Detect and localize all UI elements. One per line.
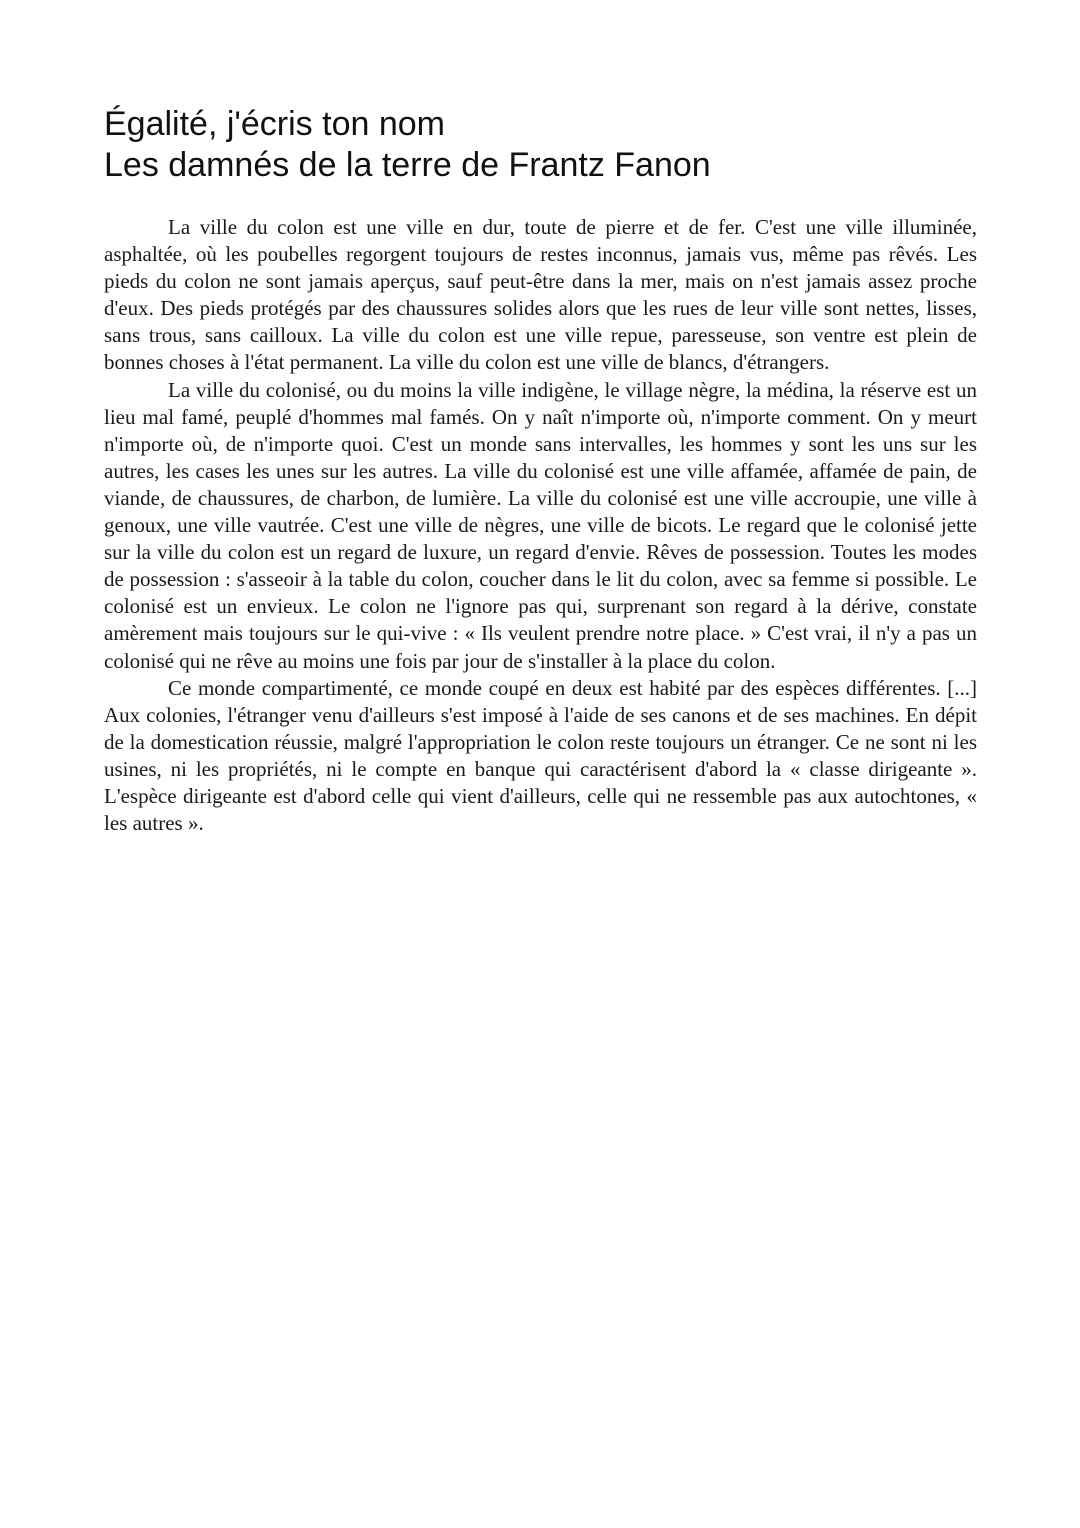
title-line-2: Les damnés de la terre de Frantz Fanon — [104, 146, 711, 184]
paragraph-1: La ville du colon est une ville en dur, toute de pierre et de fer. C'est une ville illuminée, asphaltée, où les poubelles regorgent toujours de restes inconnus, jamais vus, même pas rêvés. Les pieds du colon ne sont jamais aperçus, sauf peut-être dans la mer, mais on n'est jamais assez proche d'eux. Des pieds protégés par des chaussures solides alors que les rues de leur ville sont nettes, lisses, sans trous, sans cailloux. La ville du colon est une ville repue, paresseuse, son ventre est plein de bonnes choses à l'état permanent. La ville du colon est une ville de blancs, d'étrangers. — [104, 215, 977, 375]
document-title — [104, 104, 984, 186]
paragraph-3: Ce monde compartimenté, ce monde coupé en deux est habité par des espèces différentes. [...] Aux colonies, l'étranger venu d'ailleurs s'est imposé à l'aide de ses canons et de ses machines. En dépit de la domestication réussie, malgré l'appropriation le colon reste toujours un étranger. Ce ne sont ni les usines, ni les propriétés, ni le compte en banque qui caractérisent d'abord la « classe dirigeante ». L'espèce dirigeante est d'abord celle qui vient d'ailleurs, celle qui ne ressemble pas aux autochtones, « les autres ». — [104, 675, 977, 836]
title-line-1: Égalité, j'écris ton nom — [104, 105, 445, 143]
document-body — [104, 214, 977, 837]
paragraph-2: La ville du colonisé, ou du moins la ville indigène, le village nègre, la médina, la réserve est un lieu mal famé, peuplé d'hommes mal famés. On y naît n'importe où, n'importe comment. On y meurt n'importe où, de n'importe quoi. C'est un monde sans intervalles, les hommes y sont les uns sur les autres, les cases les unes sur les autres. La ville du colonisé est une ville affamée, affamée de pain, de viande, de chaussures, de charbon, de lumière. La ville du colonisé est une ville accroupie, une ville à genoux, une ville vautrée. C'est une ville de nègres, une ville de bicots. Le regard que le colonisé jette sur la ville du colon est un regard de luxure, un regard d'envie. Rêves de possession. Toutes les modes de possession : s'asseoir à la table du colon, coucher dans le lit du colon, avec sa femme si possible. Le colonisé est un envieux. Le colon ne l'ignore pas qui, surprenant son regard à la dérive, constate amèrement mais toujours sur le qui-vive : « Ils veulent prendre notre place. » C'est vrai, il n'y a pas un colonisé qui ne rêve au moins une fois par jour de s'installer à la place du colon. — [104, 377, 977, 673]
